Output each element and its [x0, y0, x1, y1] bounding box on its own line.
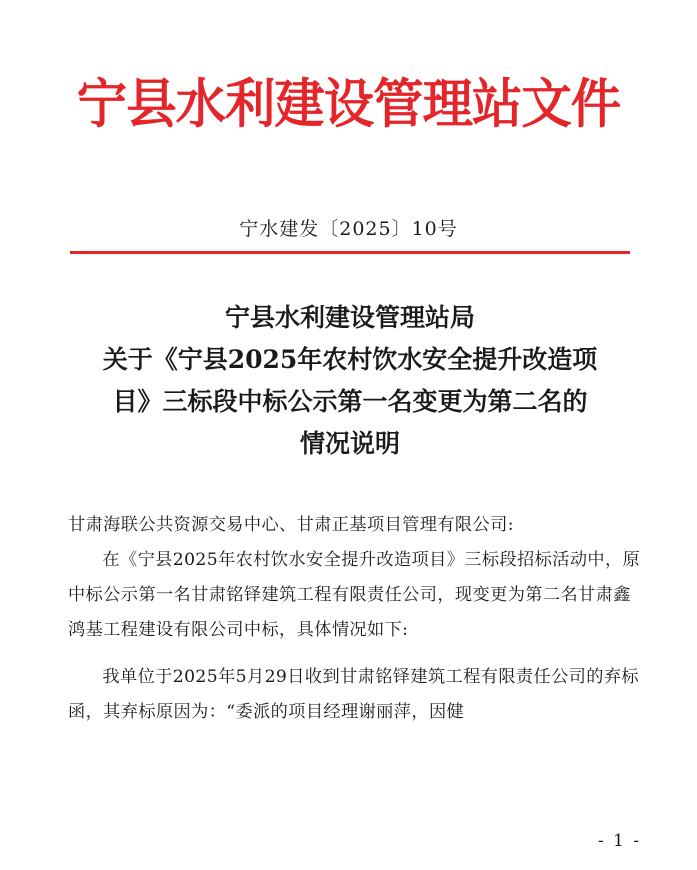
- title-line: 目》三标段中标公示第一名变更为第二名的: [112, 387, 588, 416]
- page-number: - 1 -: [598, 831, 642, 851]
- body-paragraph: 我单位于2025年5月29日收到甘肃铭铎建筑工程有限责任公司的弃标函，其弃标原因为：“委派的项目经理谢丽萍，因健: [68, 667, 640, 722]
- salutation: 甘肃海联公共资源交易中心、甘肃正基项目管理有限公司:: [68, 515, 514, 535]
- title-line: 宁县水利建设管理站局: [224, 303, 475, 332]
- document-header-title: 宁县水利建设管理站文件: [76, 73, 621, 135]
- document-title: [60, 297, 640, 465]
- title-line: 关于《宁县2025年农村饮水安全提升改造项: [102, 345, 598, 374]
- red-divider-line: [70, 251, 630, 254]
- document-body: [68, 508, 648, 730]
- body-paragraph: 在《宁县2025年农村饮水安全提升改造项目》三标段招标活动中，原中标公示第一名甘肃铭铎建筑工程有限责任公司，现变更为第二名甘肃鑫鸿基工程建设有限公司中标，具体情况如下:: [68, 550, 641, 640]
- title-line: 情况说明: [299, 429, 400, 458]
- document-number: 宁水建发〔2025〕10号: [239, 218, 458, 240]
